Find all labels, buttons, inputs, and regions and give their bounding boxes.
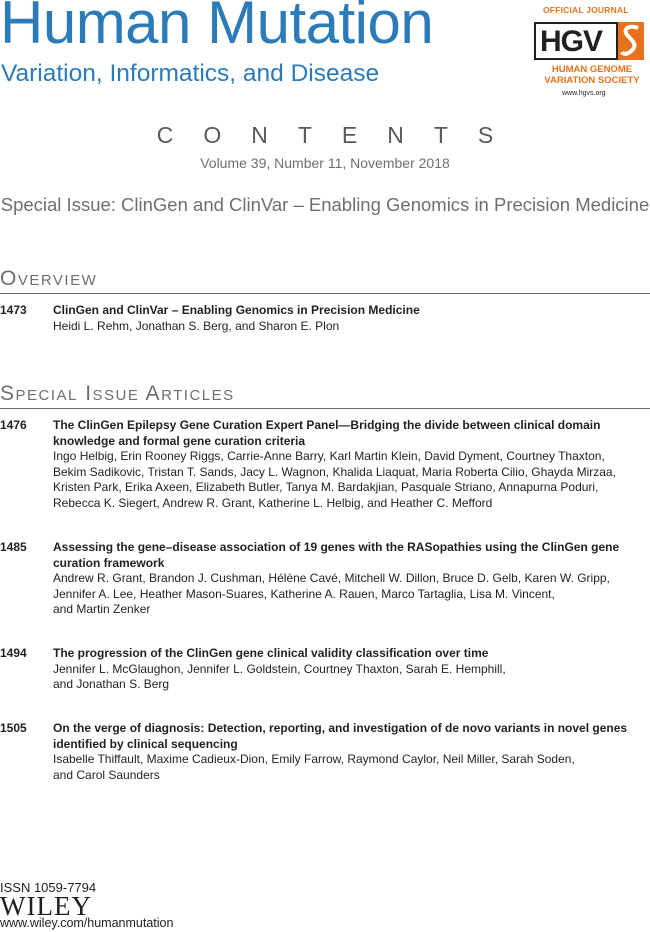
logo-s-mark-icon [618,16,646,62]
entry-authors: and Jonathan S. Berg [53,677,170,691]
special-issue-title: Special Issue: ClinGen and ClinVar – Enabling Genomics in Precision Medicine [0,194,650,215]
logo-acronym: HGV [540,25,603,58]
entry-title[interactable]: identified by clinical sequencing [53,736,238,751]
entry-title[interactable]: The progression of the ClinGen gene clinical validity classification over time [53,646,489,660]
journal-title: Human Mutation [0,0,434,56]
volume-info: Volume 39, Number 11, November 2018 [200,155,450,171]
entry-title[interactable]: Assessing the gene–disease association of 19 genes with the RASopathies using the ClinGen gene [53,540,620,554]
entry-page-number: 1505 [0,721,27,735]
entry-authors: and Martin Zenker [53,602,151,616]
entry-title[interactable]: curation framework [53,555,165,570]
entry-authors: Heidi L. Rehm, Jonathan S. Berg, and Sharon E. Plon [53,318,340,333]
logo-box [534,22,618,60]
wiley-logo: WILEY [0,891,92,921]
toc-entry[interactable] [0,418,650,511]
entry-authors: Ingo Helbig, Erin Rooney Riggs, Carrie-Anne Barry, Karl Martin Klein, David Dyment, Courtney Thaxton, [53,449,605,463]
issn-number: ISSN 1059-7794 [0,880,97,895]
toc-entry[interactable] [0,646,650,693]
entry-authors: Jennifer L. McGlaughon, Jennifer L. Goldstein, Courtney Thaxton, Sarah E. Hemphill, [53,661,506,676]
toc-entry[interactable] [0,303,650,334]
entry-authors: Kristen Park, Erika Axeen, Elizabeth Butler, Tanya M. Bardakjian, Pasquale Striano, Annapurna Poduri, [53,480,599,494]
journal-url-link[interactable]: www.wiley.com/humanmutation [0,916,174,930]
entry-authors: Jennifer A. Lee, Heather Mason-Suares, Katherine A. Rauen, Marco Tartaglia, Lisa M. Vincent, [53,586,555,601]
entry-authors: Rebecca K. Siegert, Andrew R. Grant, Katherine L. Helbig, and Heather C. Mefford [53,495,493,510]
entry-title[interactable]: The ClinGen Epilepsy Gene Curation Expert Panel—Bridging the divide between clinical domain [53,418,601,432]
logo-society-name [534,64,650,86]
logo-site[interactable]: www.hgvs.org [562,90,606,97]
logo-society-line1: HUMAN GENOME [551,64,633,75]
toc-entry[interactable] [0,721,650,783]
logo-official-label: OFFICIAL JOURNAL [543,5,629,15]
entry-page-number: 1473 [0,303,27,317]
entry-page-number: 1494 [0,646,27,660]
entry-title[interactable]: On the verge of diagnosis: Detection, reporting, and investigation of de novo variants in novel genes [53,721,628,735]
section-heading-articles: Special Issue Articles [0,381,650,409]
contents-heading: CONTENTS [156,122,524,148]
logo-society-line2: VARIATION SOCIETY [544,75,640,86]
section-heading-overview: Overview [0,266,650,294]
toc-entry[interactable] [0,540,650,618]
entry-authors: Isabelle Thiffault, Maxime Cadieux-Dion, Emily Farrow, Raymond Caylor, Neil Miller, Sarah Soden, [53,752,575,766]
entry-authors: Bekim Sadikovic, Tristan T. Sands, Jacy L. Wagnon, Khalida Liaquat, Maria Roberta Cilio, Ghayda Mirzaa, [53,464,616,479]
entry-authors: and Carol Saunders [53,767,160,782]
entry-title[interactable]: knowledge and formal gene curation criteria [53,433,306,448]
hgvs-logo[interactable] [532,4,650,102]
entry-title[interactable]: ClinGen and ClinVar – Enabling Genomics in Precision Medicine [53,303,420,317]
entry-authors: Andrew R. Grant, Brandon J. Cushman, Hélène Cavé, Mitchell W. Dillon, Bruce D. Gelb, Karen W. Gripp, [53,571,610,585]
journal-subtitle: Variation, Informatics, and Disease [1,60,380,87]
entry-page-number: 1476 [0,418,27,432]
entry-page-number: 1485 [0,540,27,554]
